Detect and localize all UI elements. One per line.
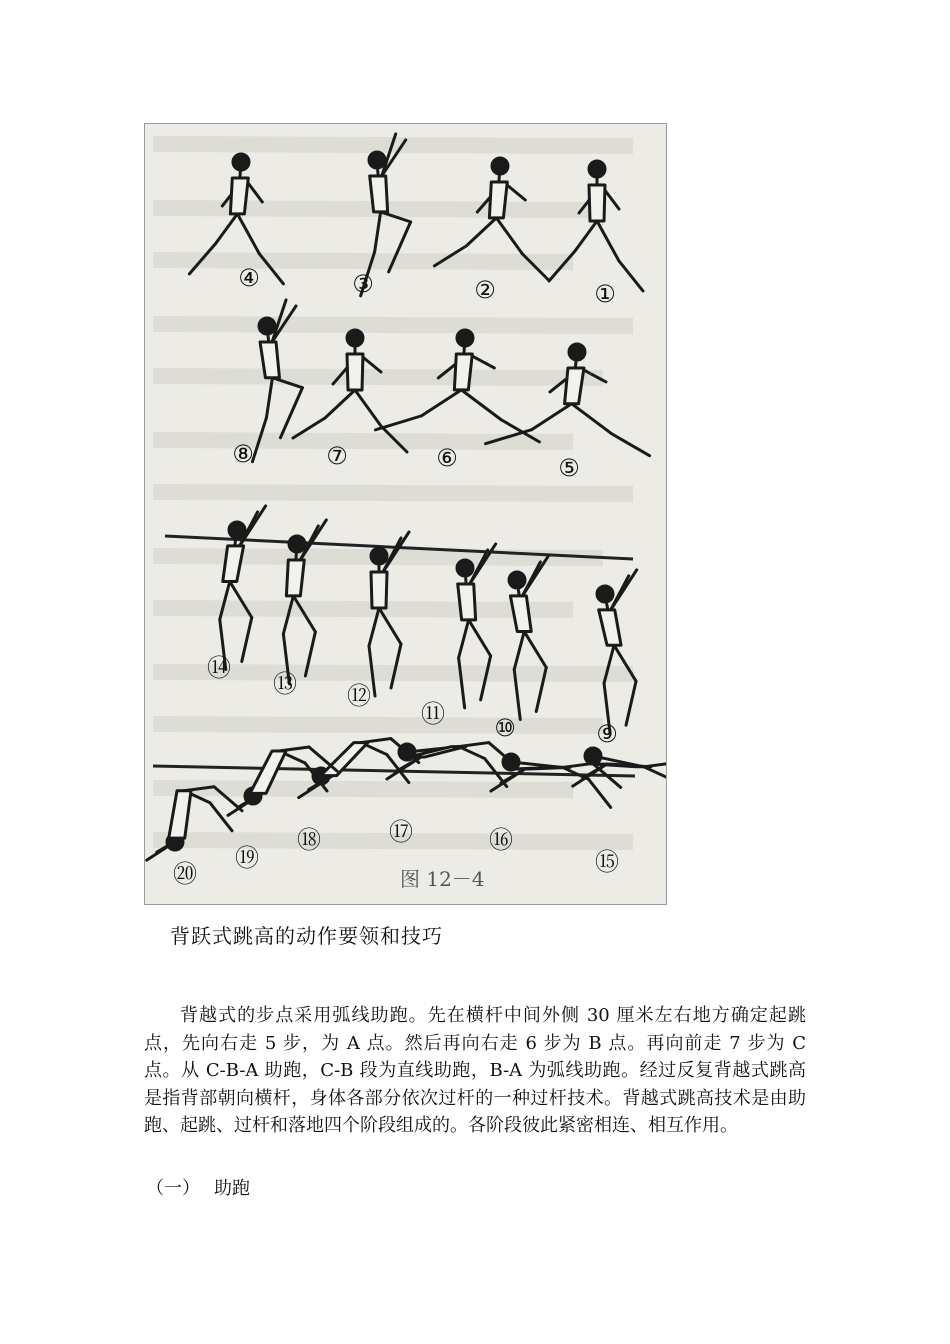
section-number: （一） [146,1178,200,1199]
svg-text:⑥: ⑥ [436,444,458,472]
svg-text:⑨: ⑨ [596,720,618,748]
figure-caption: 背跃式跳高的动作要领和技巧 [170,924,443,948]
jumper-figure-20 [147,787,242,860]
svg-text:⑪: ⑪ [421,700,445,728]
frame-label-1 [594,280,616,308]
frame-label-18 [297,826,321,854]
svg-text:④: ④ [238,264,260,292]
frame-label-16 [489,826,513,854]
frame-label-11 [421,700,445,728]
jumper-figure-10 [509,556,548,720]
svg-text:②: ② [474,276,496,304]
frame-label-9 [596,720,618,748]
frame-label-8 [232,440,254,468]
frame-label-5 [558,454,580,482]
svg-text:⑬: ⑬ [273,670,297,698]
jumper-figure-11 [457,544,496,708]
svg-text:⑮: ⑮ [595,848,619,876]
high-jump-sequence-figure [144,123,667,905]
frame-label-12 [347,682,371,710]
frame-label-10 [494,714,516,742]
svg-text:①: ① [594,280,616,308]
frame-label-17 [389,818,413,846]
frame-label-15 [595,848,619,876]
svg-text:⑲: ⑲ [235,844,259,872]
jumper-figure-14 [220,506,266,670]
body-paragraph: 背越式的步点采用弧线助跑。先在横杆中间外侧 30 厘米左右地方确定起跳点，先向右走 5 步，为 A 点。然后再向右走 6 步为 B 点。再向前走 7 步为 C 点。从 C-B-A 助跑，C-B 段为直线助跑，B-A 为弧线助跑。经过反复背越式跳高是指背部朝向横杆，身体各部分依次过杆的一种过杆技术。背越式跳高技术是由助跑、起跳、过杆和落地四个阶段组成的。各阶段彼此紧密相连、相互作用。 [144,1005,806,1136]
svg-text:⑧: ⑧ [232,440,254,468]
svg-text:⑩: ⑩ [494,714,516,742]
svg-text:③: ③ [352,270,374,298]
svg-text:⑫: ⑫ [347,682,371,710]
frame-label-19 [235,844,259,872]
frame-label-20 [173,860,197,888]
svg-text:⑰: ⑰ [389,818,413,846]
jumper-figure-6 [375,330,539,442]
frame-label-7 [326,442,348,470]
section-heading [146,1174,250,1200]
svg-text:⑭: ⑭ [207,654,231,682]
svg-text:⑦: ⑦ [326,442,348,470]
svg-text:⑳: ⑳ [173,860,197,888]
section-title: 助跑 [214,1178,250,1199]
frame-label-2 [474,276,496,304]
frame-label-4 [238,264,260,292]
jumper-figure-9 [597,570,637,733]
svg-text:⑤: ⑤ [558,454,580,482]
jumper-figure-1 [549,161,643,291]
frame-label-6 [436,444,458,472]
frame-label-14 [207,654,231,682]
frame-label-3 [352,270,374,298]
figure-bottom-caption: 图 12－4 [400,867,485,891]
svg-text:⑯: ⑯ [489,826,513,854]
frame-label-13 [273,670,297,698]
svg-text:⑱: ⑱ [297,826,321,854]
